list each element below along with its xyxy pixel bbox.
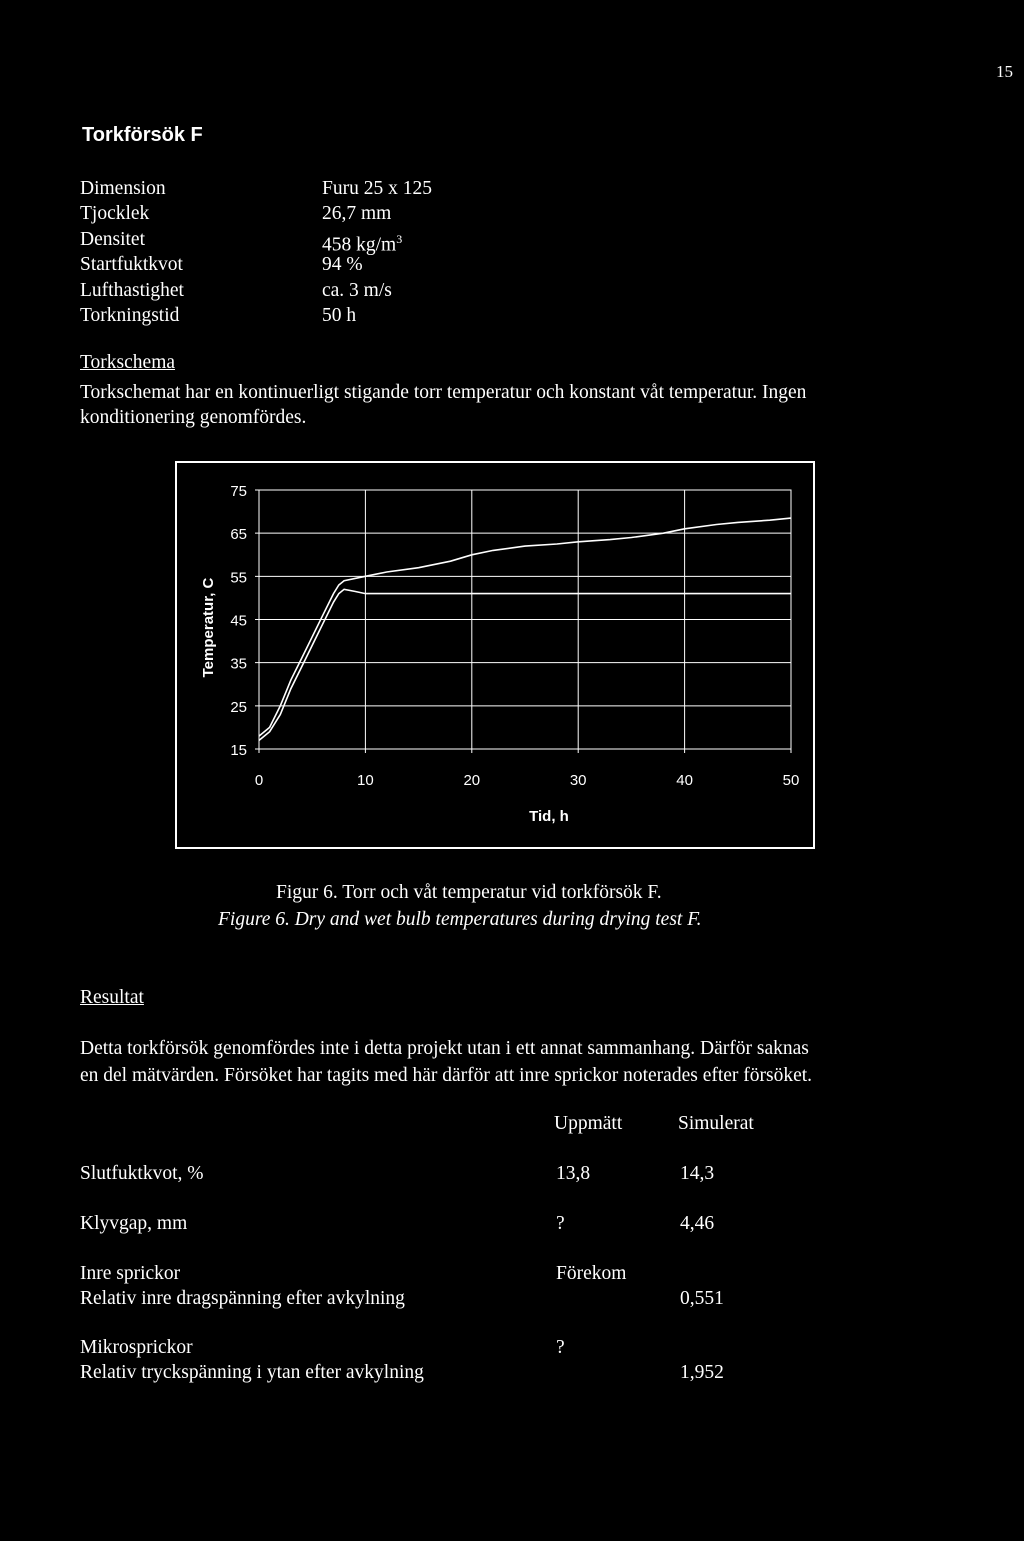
y-tick-label: 45 [230, 612, 247, 630]
row-measured: 13,8 [556, 1163, 591, 1184]
schema-heading: Torkschema [80, 352, 176, 373]
caption-swedish: Figur 6. Torr och våt temperatur vid torkförsök F. [276, 882, 662, 903]
series-line-wet [259, 589, 791, 740]
results-line-1: Detta torkförsök genomfördes inte i detta projekt utan i ett annat sammanhang. Därför saknas [80, 1038, 809, 1059]
x-tick-label: 10 [357, 772, 374, 789]
y-tick-label: 65 [230, 526, 247, 544]
param-label: Torkningstid [80, 304, 180, 326]
row-simulated: 0,551 [680, 1288, 724, 1309]
row-simulated: 1,952 [680, 1362, 724, 1383]
row-measured: ? [556, 1213, 565, 1234]
row-measured: ? [556, 1337, 565, 1358]
x-tick-label: 40 [676, 772, 693, 789]
y-tick-label: 25 [230, 698, 247, 716]
row-label: Klyvgap, mm [80, 1213, 188, 1234]
param-label: Tjocklek [80, 203, 150, 225]
param-superscript: 3 [396, 231, 403, 246]
row-label: Relativ inre dragspänning efter avkylning [80, 1288, 405, 1309]
param-label: Densitet [80, 228, 145, 250]
param-value: Furu 25 x 125 [322, 178, 432, 199]
param-value: 50 h [322, 304, 357, 326]
row-simulated: 14,3 [680, 1163, 715, 1184]
param-value: ca. 3 m/s [322, 279, 392, 301]
param-label: Lufthastighet [80, 279, 184, 301]
chart-frame [175, 461, 815, 849]
x-axis-label: Tid, h [529, 808, 569, 825]
param-value: 26,7 mm [322, 203, 392, 225]
page-number: 15 [996, 62, 1013, 81]
schema-line-2: konditionering genomfördes. [80, 407, 307, 428]
param-value: 458 kg/m [322, 234, 397, 256]
results-heading: Resultat [80, 987, 144, 1008]
row-label: Inre sprickor [80, 1263, 181, 1284]
param-label: Startfuktkvot [80, 254, 183, 276]
row-simulated: 4,46 [680, 1213, 715, 1234]
schema-line-1: Torkschemat har en kontinuerligt stigande torr temperatur och konstant våt temperatur. Ingen [80, 382, 807, 403]
caption-english: Figure 6. Dry and wet bulb temperatures during drying test F. [218, 909, 702, 930]
y-tick-label: 75 [230, 483, 247, 500]
x-tick-label: 20 [463, 772, 481, 789]
row-label: Slutfuktkvot, % [80, 1163, 204, 1184]
row-label: Relativ tryckspänning i ytan efter avkylning [80, 1362, 424, 1383]
col-header-measured: Uppmätt [554, 1113, 623, 1134]
temperature-chart [177, 463, 813, 847]
y-tick-label: 55 [230, 569, 247, 587]
section-title: Torkförsök F [82, 124, 203, 146]
row-label: Mikrosprickor [80, 1337, 193, 1358]
param-label: Dimension [80, 178, 166, 199]
y-axis-label: Temperatur, C [200, 577, 217, 678]
results-line-2: en del mätvärden. Försöket har tagits med här därför att inre sprickor noterades efter försöket. [80, 1065, 813, 1086]
y-tick-label: 15 [230, 742, 247, 759]
col-header-simulated: Simulerat [678, 1113, 754, 1134]
series-line-dry [259, 518, 791, 736]
x-tick-label: 0 [254, 772, 264, 789]
param-value: 94 % [322, 254, 363, 276]
row-measured: Förekom [556, 1263, 627, 1284]
x-tick-label: 30 [569, 772, 587, 789]
y-tick-label: 35 [230, 655, 247, 673]
x-tick-label: 50 [782, 772, 800, 789]
